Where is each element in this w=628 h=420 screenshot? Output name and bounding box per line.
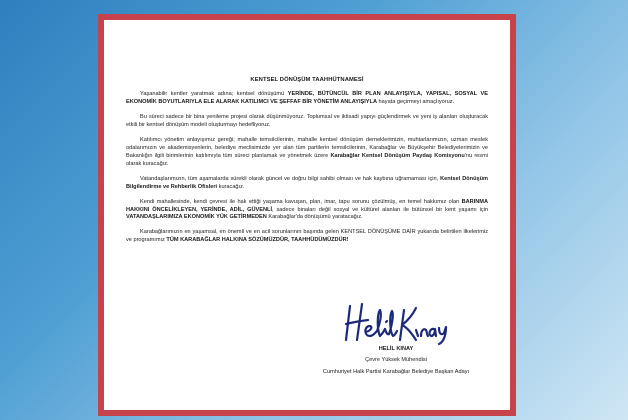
paragraph-4: Vatandaşlarımızın, tüm aşamalarda sürekli olarak güncel ve doğru bilgi sahibi olması ve hak kaybına uğramaması için, Kentsel Dönüşüm Bilgilendirme ve Rehberlik Ofisleri kuracağız. xyxy=(126,175,488,190)
document-title: KENTSEL DÖNÜŞÜM TAAHHÜTNAMESİ xyxy=(250,77,364,83)
paragraph-2: Bu süreci sadece bir bina yenileme projesi olarak düşünmüyoruz. Toplumsal ve iktisadi yapıyı güçlendirmek ve yeni iş alanları oluşturacak etkili bir kentsel dönüşüm modeli oluşturmayı hedefliyoruz. xyxy=(126,114,488,129)
handwritten-signature xyxy=(342,300,452,348)
paragraph-6: Karabağlarımızın en yaşamsal, en önemli ve en acil sorunlarının başında gelen KENTSEL DÖNÜŞÜME DAİR yukarıda belirtilen ilkelerimiz ve programımız TÜM KARABAĞLAR HALKINA SÖZÜMÜZDÜR, TAAHHÜDÜMÜZDÜR! xyxy=(126,229,488,244)
document-paper xyxy=(104,20,510,410)
signatory-position: Cumhuriyet Halk Partisi Karabağlar Belediye Başkan Adayı xyxy=(322,369,470,375)
paragraph-1: Yaşanabilir kentler yaratmak adına; kentsel dönüşümü YERİNDE, BÜTÜNCÜL BİR PLAN ANLAYIŞIYLA, YAPISAL, SOSYAL VE EKONOMİK BOYUTLARIYLA ELE ALARAK KATILIMCI VE ŞEFFAF BİR YÖNETİM ANLAYIŞIYLA hayata geçirmeyi amaçlıyoruz. xyxy=(126,91,488,106)
paragraph-3: Katılımcı yönetim anlayışımız gereği; mahalle temsilcilerinin, mahalle kentsel dönüşüm derneklerimizin, muhtarlarımızın, uzman meslek odalarımızın ve akademisyenlerin, belediye meclisimizde yer alan tüm partilerin temsilcilerinin, Karabağlar ve Büyükşehir Belediyelerimizin ve Bakanlığın ilgili birimlerinin katılımıyla tüm süreci planlamak ve yönetmek üzere Karabağlar Kentsel Dönüşüm Paydaş Komisyonu'nu resmi olarak kuracağız. xyxy=(126,136,488,167)
paragraph-5: Kendi mahallesinde, kendi çevresi ile hak ettiği yaşama kavuşan, plan, imar, tapu sorunu çözülmüş, en temel hakkımız olan BARINMA HAKKINI ÖNCELİKLEYEN, YERİNDE, ADİL, GÜVENLİ, sadece binaları değil sosyal ve kültürel alanları ile bütünsel bir kent yaşamı için VATANDAŞLARIMIZA EKONOMİK YÜK GETİRMEDEN Karabağlar'da dönüşümü yaratacağız. xyxy=(126,198,488,221)
document-body xyxy=(126,76,488,252)
signatory-name: HELİL KINAY xyxy=(378,346,414,352)
signatory-title: Çevre Yüksek Mühendisi xyxy=(365,357,427,363)
document-frame xyxy=(98,14,516,416)
